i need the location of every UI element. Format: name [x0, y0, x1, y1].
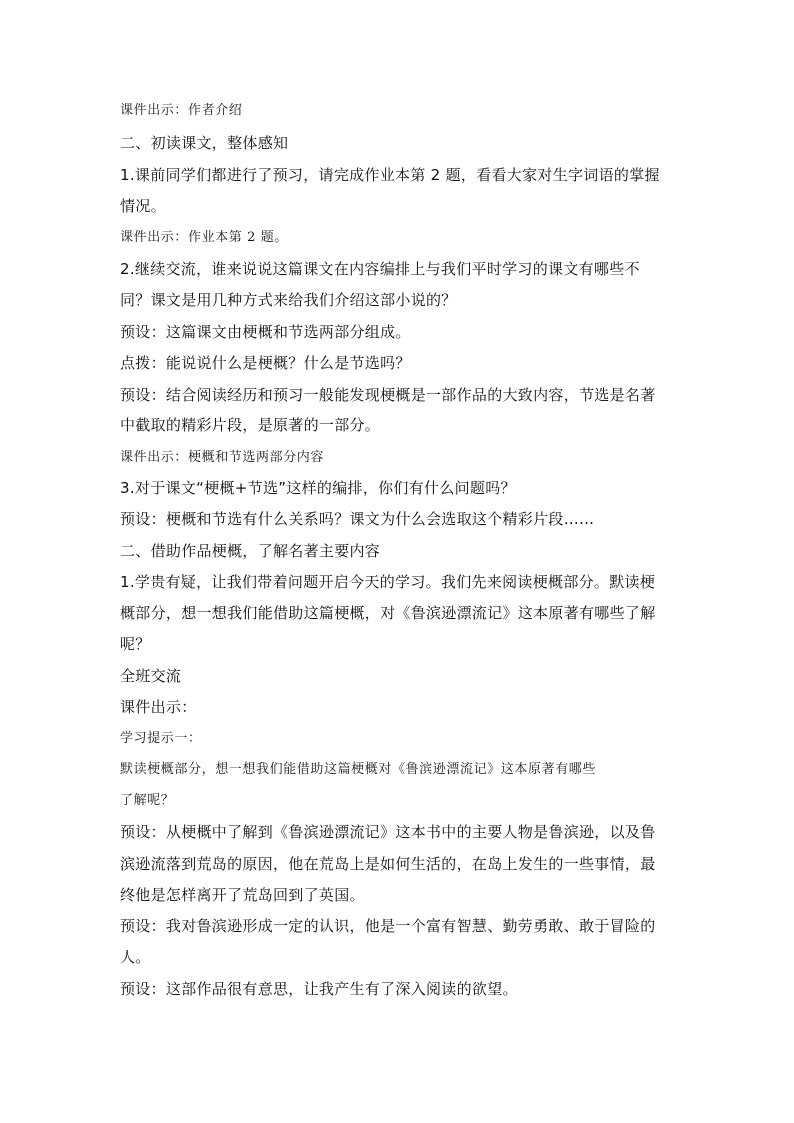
line-section-2-item-1-part-1: 1.学贵有疑，让我们带着问题开启今天的学习。我们先来阅读梗概部分。默读梗 [120, 573, 656, 591]
line-preset-definition-part-1: 预设：结合阅读经历和预习一般能发现梗概是一部作品的大致内容，节选是名著 [120, 386, 656, 404]
heading-synopsis-content: 二、借助作品梗概，了解名著主要内容 [120, 542, 381, 560]
line-preset-interest: 预设：这部作品很有意思，让我产生有了深入阅读的欲望。 [120, 980, 518, 998]
line-section-2-item-1-part-3: 呢？ [120, 635, 151, 653]
line-preset-character-part-2: 人。 [120, 948, 151, 966]
line-class-discussion: 全班交流 [120, 667, 182, 685]
line-item-2-part-1: 2.继续交流，谁来说说这篇课文在内容编排上与我们平时学习的课文有哪些不 [120, 260, 640, 278]
line-preset-character-part-1: 预设：我对鲁滨逊形成一定的认识，他是一个富有智慧、勤劳勇敢、敢于冒险的 [120, 917, 656, 935]
line-preset-questions: 预设：梗概和节选有什么关系吗？课文为什么会选取这个精彩片段…… [120, 510, 595, 528]
line-guidance-question: 点拨：能说说什么是梗概？什么是节选吗？ [120, 354, 411, 372]
line-item-2-part-2: 同？课文是用几种方式来给我们介绍这部小说的？ [120, 291, 457, 309]
line-item-3: 3.对于课文“梗概+节选”这样的编排，你们有什么问题吗？ [120, 479, 516, 497]
line-courseware-label: 课件出示： [120, 698, 197, 716]
line-learning-tip-part-1: 默读梗概部分，想一想我们能借助这篇梗概对《鲁滨逊漂流记》这本原著有哪些 [120, 762, 597, 777]
heading-initial-reading: 二、初读课文，整体感知 [120, 134, 289, 152]
line-section-2-item-1-part-2: 概部分，想一想我们能借助这篇梗概，对《鲁滨逊漂流记》这本原著有哪些了解 [120, 604, 656, 622]
line-courseware-author-intro: 课件出示：作者介绍 [120, 103, 243, 118]
line-learning-tip-title: 学习提示一： [120, 731, 202, 746]
line-preset-structure: 预设：这篇课文由梗概和节选两部分组成。 [120, 323, 411, 341]
line-preset-definition-part-2: 中截取的精彩片段，是原著的一部分。 [120, 416, 381, 434]
line-courseware-homework: 课件出示：作业本第 2 题。 [120, 230, 288, 245]
line-courseware-two-parts: 课件出示：梗概和节选两部分内容 [120, 450, 325, 465]
line-preset-synopsis-part-1: 预设：从梗概中了解到《鲁滨逊漂流记》这本书中的主要人物是鲁滨逊，以及鲁 [120, 823, 656, 841]
line-item-1-part-1: 1.课前同学们都进行了预习，请完成作业本第 2 题，看看大家对生字词语的掌握 [120, 166, 660, 184]
line-learning-tip-part-2: 了解呢？ [120, 793, 175, 808]
line-item-1-part-2: 情况。 [120, 197, 166, 215]
line-preset-synopsis-part-3: 终他是怎样离开了荒岛回到了英国。 [120, 886, 365, 904]
line-preset-synopsis-part-2: 滨逊流落到荒岛的原因，他在荒岛上是如何生活的，在岛上发生的一些事情，最 [120, 855, 656, 873]
